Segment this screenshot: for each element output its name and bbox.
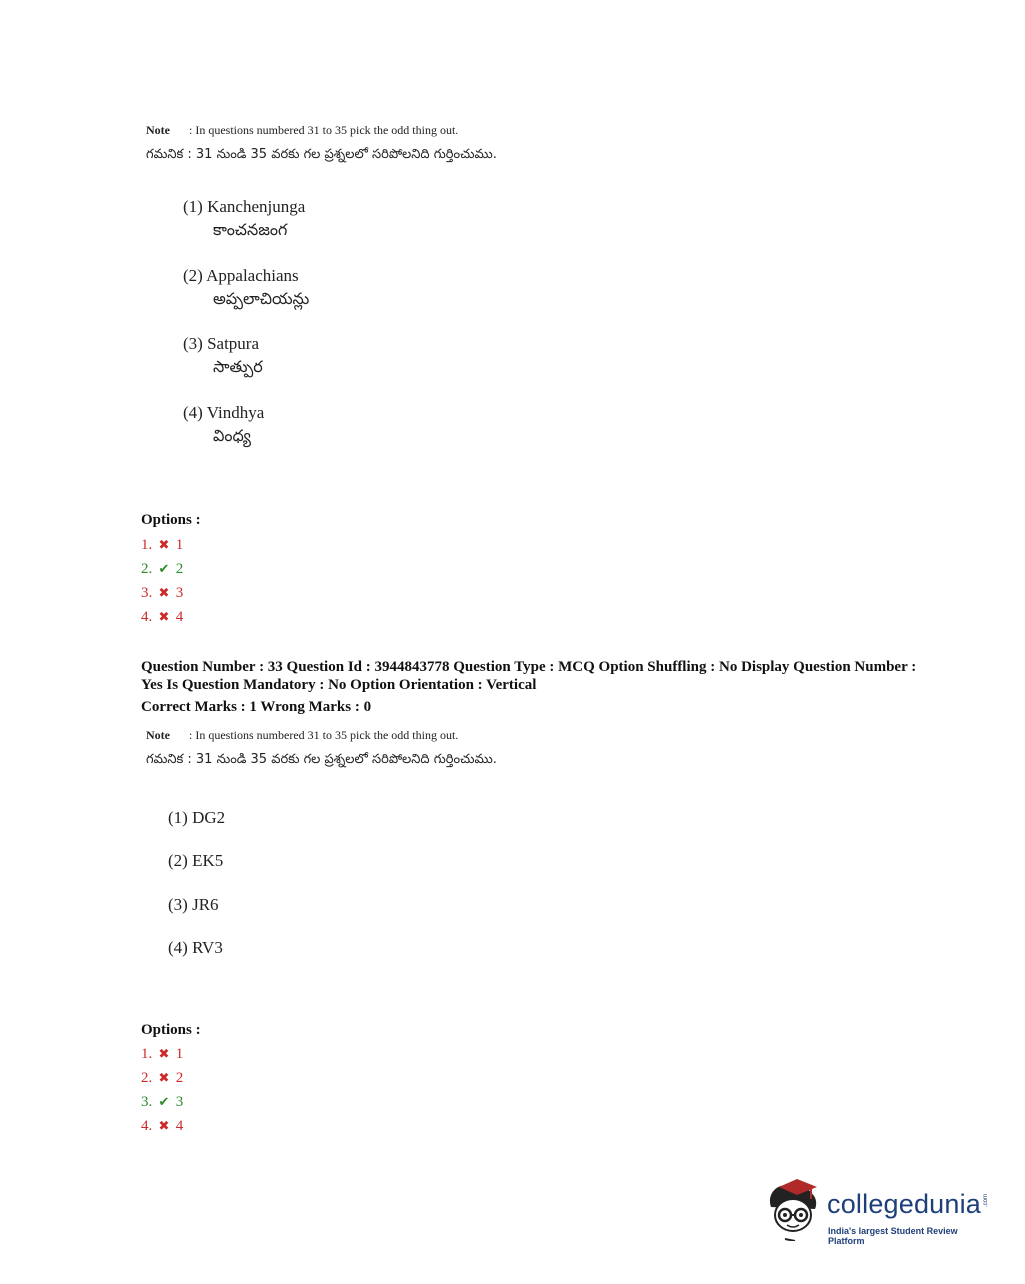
choice-label: (4) Vindhya xyxy=(183,403,265,422)
answer-option-4 xyxy=(141,605,183,629)
answer-number: 3. xyxy=(141,585,153,601)
cross-icon: ✖ xyxy=(158,537,170,552)
answer-value: 2 xyxy=(175,561,184,577)
note-label: Note xyxy=(146,123,170,137)
cross-icon: ✖ xyxy=(158,1118,170,1133)
q33-choice-4: (4) RV3 xyxy=(168,938,223,957)
choice-telugu: వింధ్య xyxy=(213,426,252,445)
q33-note xyxy=(146,728,458,743)
q32-choice-4 xyxy=(183,402,264,448)
q33-choice-1: (1) DG2 xyxy=(168,808,226,827)
answer-option-3 xyxy=(141,581,183,605)
brand-com: .com xyxy=(983,1194,989,1208)
q33-meta: Question Number : 33 Question Id : 3944843778 Question Type : MCQ Option Shuffling : No Display Question Number : Yes Is Question Mandatory : No Option Orientation : Vertical xyxy=(141,659,917,693)
cross-icon: ✖ xyxy=(158,609,170,624)
answer-option-2 xyxy=(141,1066,183,1090)
choice-telugu: అప్పలాచియన్లు xyxy=(213,289,310,308)
cross-icon: ✖ xyxy=(158,1070,170,1085)
answer-value: 4 xyxy=(175,1118,184,1134)
q32-note xyxy=(146,123,458,138)
choice-label: (3) Satpura xyxy=(183,334,260,353)
answer-number: 4. xyxy=(141,609,153,625)
answer-value: 3 xyxy=(175,1094,184,1110)
answer-option-1 xyxy=(141,1042,183,1066)
student-mascot-icon xyxy=(765,1177,825,1241)
q33-answer-list xyxy=(141,1042,183,1138)
q33-marks: Correct Marks : 1 Wrong Marks : 0 xyxy=(141,699,372,715)
note-text: : In questions numbered 31 to 35 pick the odd thing out. xyxy=(189,728,459,742)
brand-tagline: India's largest Student Review Platform xyxy=(828,1226,958,1246)
answer-option-1 xyxy=(141,533,183,557)
collegedunia-logo[interactable] xyxy=(765,1175,995,1245)
answer-option-2 xyxy=(141,557,183,581)
answer-number: 2. xyxy=(141,561,153,577)
q32-options-title: Options : xyxy=(141,512,201,528)
answer-value: 3 xyxy=(175,585,184,601)
note-label: Note xyxy=(146,728,170,742)
q32-choice-3 xyxy=(183,333,263,379)
answer-number: 4. xyxy=(141,1118,153,1134)
q32-answer-list xyxy=(141,533,183,629)
answer-value: 1 xyxy=(175,1046,184,1062)
q32-note-telugu: గమనిక : 31 నుండి 35 వరకు గల ప్రశ్నలలో సరిపోలనిది గుర్తించుము. xyxy=(146,147,497,162)
q32-choice-1 xyxy=(183,196,305,242)
check-icon: ✔ xyxy=(158,561,170,576)
answer-option-4 xyxy=(141,1114,183,1138)
answer-number: 2. xyxy=(141,1070,153,1086)
choice-label: (1) Kanchenjunga xyxy=(183,197,306,216)
answer-number: 1. xyxy=(141,537,153,553)
q33-note-telugu: గమనిక : 31 నుండి 35 వరకు గల ప్రశ్నలలో సరిపోలనిది గుర్తించుము. xyxy=(146,752,497,767)
note-text: : In questions numbered 31 to 35 pick the odd thing out. xyxy=(189,123,459,137)
cross-icon: ✖ xyxy=(158,585,170,600)
choice-label: (2) Appalachians xyxy=(183,266,299,285)
choice-telugu: సాత్పుర xyxy=(213,357,263,376)
answer-number: 1. xyxy=(141,1046,153,1062)
answer-value: 4 xyxy=(175,609,184,625)
q32-choice-2 xyxy=(183,265,309,311)
q33-choice-3: (3) JR6 xyxy=(168,895,219,914)
q33-options-title: Options : xyxy=(141,1022,201,1038)
cross-icon: ✖ xyxy=(158,1046,170,1061)
answer-value: 2 xyxy=(175,1070,184,1086)
answer-value: 1 xyxy=(175,537,184,553)
q33-choice-2: (2) EK5 xyxy=(168,851,224,870)
answer-option-3 xyxy=(141,1090,183,1114)
answer-number: 3. xyxy=(141,1094,153,1110)
check-icon: ✔ xyxy=(158,1094,170,1109)
brand-name: collegedunia xyxy=(827,1189,982,1219)
choice-telugu: కాంచనజంగ xyxy=(213,220,288,239)
